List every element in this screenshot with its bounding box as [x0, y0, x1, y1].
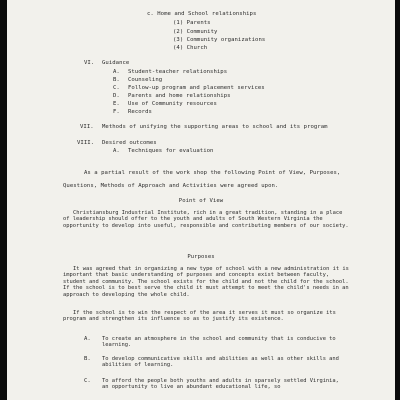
intro-line-2: Questions, Methods of Approach and Activities were agreed upon.: [63, 183, 279, 189]
outline-item-church: (4) Church: [173, 45, 208, 51]
section-vi-item-text: Counseling: [128, 77, 163, 83]
purposes-item-letter: A.: [84, 336, 91, 342]
purposes-item-letter: B.: [84, 356, 91, 362]
section-vi-item-letter: D.: [113, 93, 120, 99]
section-vi-item-text: Student-teacher relationships: [128, 69, 228, 75]
purposes-paragraph-1: It was agreed that in organizing a new type of school with a new administration it is important that basic understanding of purposes and concepts exist between faculty, student and community. The school exists for the child and not the child for the school. If the school is to best serve the child it must attempt to meet the child's needs in an approach to developing the whole child.: [63, 266, 349, 298]
purposes-item-text: To afford the people both youths and adults in sparsely settled Virginia, an opportunity to live an abundant educational life, so: [102, 378, 339, 391]
section-vi-item-text: Records: [128, 109, 152, 115]
section-vii-text: Methods of unifying the supporting areas to school and its program: [102, 124, 328, 130]
section-vi-item-text: Follow-up program and placement services: [128, 85, 265, 91]
section-viii-item-letter: A.: [113, 148, 120, 154]
section-vi-item-letter: C.: [113, 85, 120, 91]
document-page: [7, 0, 395, 400]
outline-item-parents: (1) Parents: [173, 20, 211, 26]
outline-item-community: (2) Community: [173, 29, 218, 35]
intro-line-1: As a partial result of the work shop the following Point of View, Purposes,: [84, 170, 341, 176]
section-viii-item-text: Techniques for evaluation: [128, 148, 214, 154]
section-vii-numeral: VII.: [80, 124, 94, 130]
purposes-item-text: To develop communicative skills and abilities as well as other skills and abilities of learning.: [102, 356, 339, 369]
section-viii-numeral: VIII.: [77, 140, 95, 146]
section-vi-item-letter: A.: [113, 69, 120, 75]
section-vi-numeral: VI.: [84, 60, 95, 66]
section-vi-item-letter: B.: [113, 77, 120, 83]
purposes-heading: Purposes: [187, 254, 215, 260]
point-of-view-text: Christiansburg Industrial Institute, rich in a great tradition, standing in a place of leadership should offer to the youth and adults of South Western Virginia the opportunity to develop into useful, responsible and contributing members of our society.: [63, 210, 349, 229]
section-vi-item-text: Use of Community resources: [128, 101, 217, 107]
purposes-paragraph-2: If the school is to win the respect of the area it serves it must so organize its program and strengthen its influence so as to justify its existence.: [63, 310, 336, 323]
outline-home-school-heading: c. Home and School relationships: [147, 11, 257, 17]
section-vi-title: Guidance: [102, 60, 130, 66]
section-vi-item-text: Parents and home relationships: [128, 93, 231, 99]
purposes-item-letter: C.: [84, 378, 91, 384]
point-of-view-heading: Point of View: [178, 198, 224, 204]
outline-item-community-organizations: (3) Community organizations: [173, 37, 266, 43]
section-viii-title: Desired outcomes: [102, 140, 157, 146]
section-vi-item-letter: E.: [113, 101, 120, 107]
purposes-item-text: To create an atmosphere in the school and community that is conducive to learning.: [102, 336, 336, 349]
section-vi-item-letter: F.: [113, 109, 120, 115]
